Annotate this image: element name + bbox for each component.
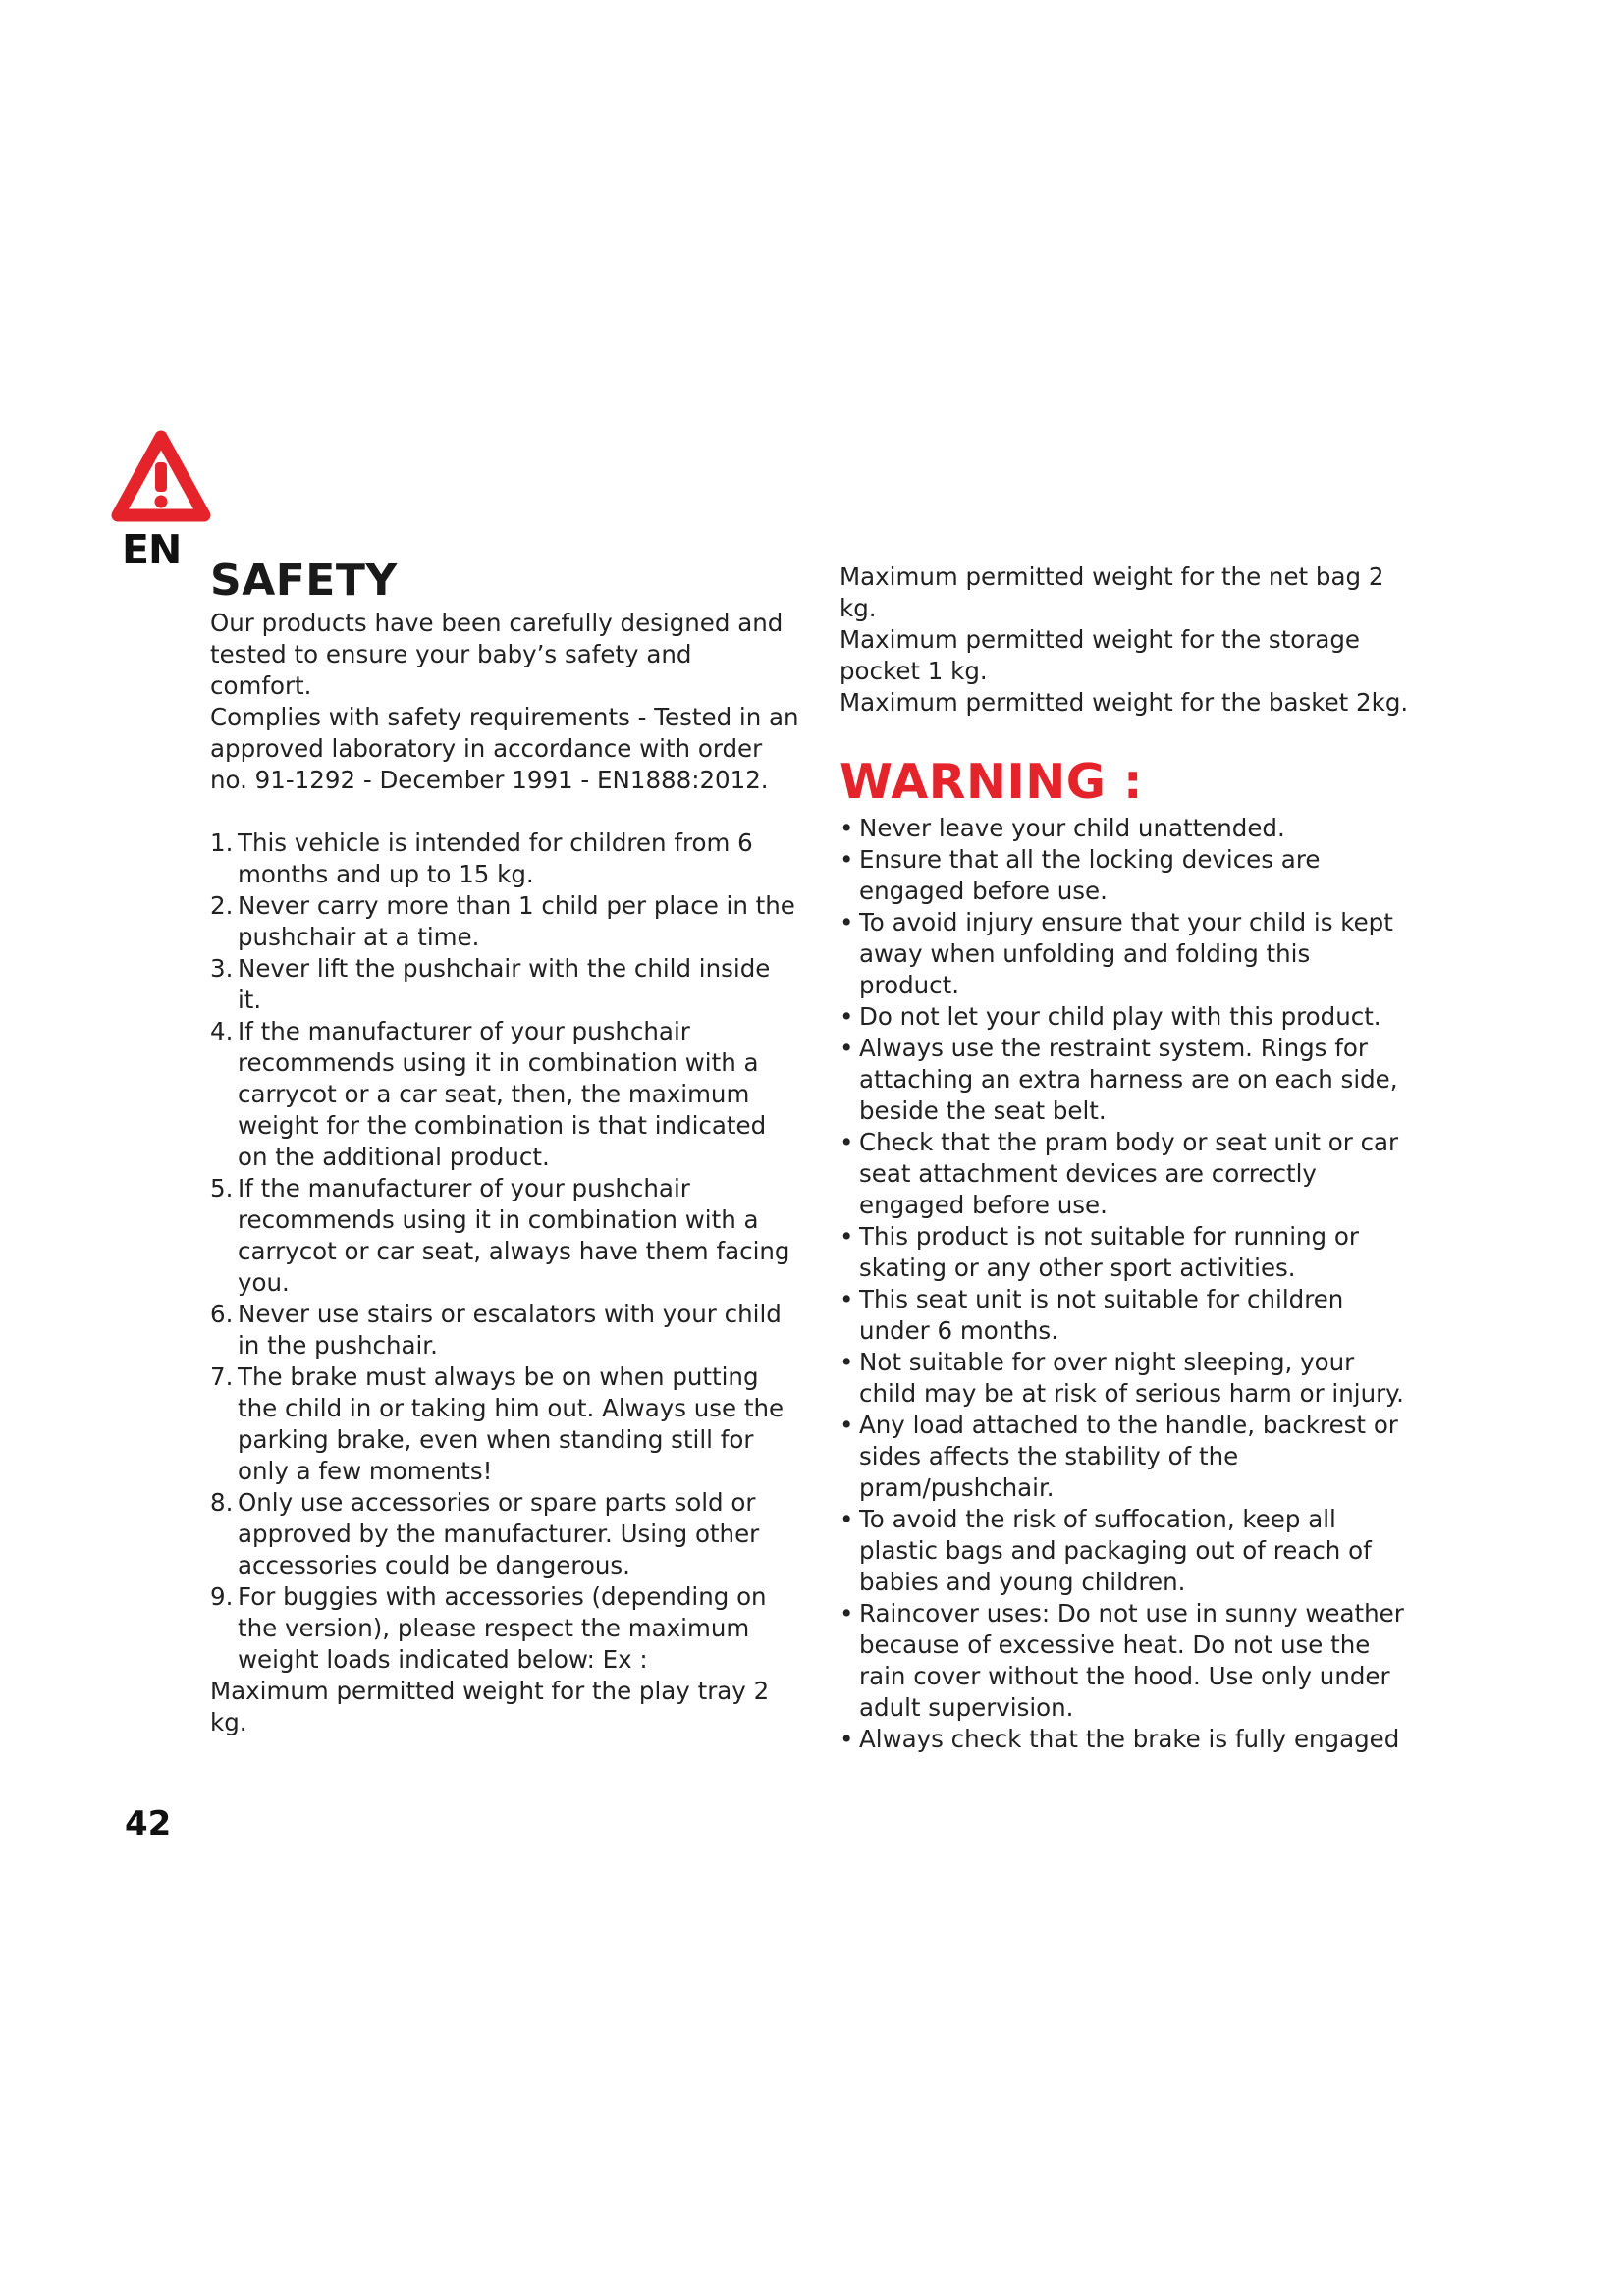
right-column — [839, 561, 1409, 1755]
intro-paragraph: Complies with safety requirements - Tested in an approved laboratory in accordance with order no. 91-1292 - December 1991 - EN1888:2012. — [210, 703, 799, 794]
list-item — [839, 1284, 1409, 1347]
item-text: Ensure that all the locking devices are engaged before use. — [859, 845, 1321, 905]
item-text: Always check that the brake is fully engaged — [859, 1725, 1400, 1753]
weight-line-net-bag: Maximum permitted weight for the net bag 2 kg. — [839, 562, 1384, 622]
warning-triangle-icon — [110, 429, 212, 527]
list-item — [210, 1173, 799, 1299]
list-item — [839, 1347, 1409, 1410]
item-text: Do not let your child play with this product. — [859, 1002, 1381, 1031]
bullet-icon: • — [839, 1128, 854, 1156]
list-item — [210, 1362, 799, 1487]
list-item — [210, 1487, 799, 1581]
left-column — [210, 557, 799, 1738]
list-item — [210, 1299, 799, 1362]
item-text: The brake must always be on when putting the child in or taking him out. Always use the parking brake, even when standing still for only a few moments! — [238, 1362, 785, 1485]
list-item — [839, 1033, 1409, 1127]
item-text: If the manufacturer of your pushchair recommends using it in combination with a carrycot or a car seat, then, the maximum weight for the combination is that indicated on the additional product. — [238, 1017, 767, 1171]
weight-line-play-tray: Maximum permitted weight for the play tray 2 kg. — [210, 1677, 770, 1736]
weight-line-basket: Maximum permitted weight for the basket 2kg. — [839, 688, 1409, 717]
item-text: Check that the pram body or seat unit or car seat attachment devices are correctly engaged before use. — [859, 1128, 1399, 1219]
bullet-icon: • — [839, 1505, 854, 1533]
list-item — [839, 813, 1409, 844]
item-number: 5. — [210, 1174, 234, 1202]
item-number: 9. — [210, 1582, 234, 1611]
bullet-icon: • — [839, 1222, 854, 1251]
page-number: 42 — [125, 1804, 172, 1843]
list-item — [839, 1724, 1409, 1755]
item-number: 6. — [210, 1300, 234, 1328]
item-text: This seat unit is not suitable for children under 6 months. — [859, 1285, 1344, 1345]
item-number: 2. — [210, 891, 234, 920]
list-item — [839, 1127, 1409, 1221]
warning-heading: WARNING : — [839, 754, 1144, 810]
list-item — [839, 1221, 1409, 1284]
item-text: Never lift the pushchair with the child inside it. — [238, 954, 771, 1014]
warning-list — [839, 813, 1409, 1755]
weight-line-storage-pocket: Maximum permitted weight for the storage pocket 1 kg. — [839, 625, 1361, 685]
item-text: This product is not suitable for running or skating or any other sport activities. — [859, 1222, 1359, 1282]
list-item — [839, 1504, 1409, 1598]
bullet-icon: • — [839, 814, 854, 842]
list-item — [210, 953, 799, 1016]
item-number: 3. — [210, 954, 234, 983]
list-item — [839, 1001, 1409, 1033]
bullet-icon: • — [839, 1725, 854, 1753]
item-text: Never use stairs or escalators with your child in the pushchair. — [238, 1300, 782, 1360]
language-code: EN — [122, 526, 182, 573]
item-text: Never carry more than 1 child per place in the pushchair at a time. — [238, 891, 795, 951]
item-text: To avoid the risk of suffocation, keep all plastic bags and packaging out of reach of babies and young children. — [859, 1505, 1372, 1596]
item-text: Any load attached to the handle, backrest or sides affects the stability of the pram/pushchair. — [859, 1411, 1398, 1502]
item-text: Raincover uses: Do not use in sunny weather because of excessive heat. Do not use the rain cover without the hood. Use only under adult supervision. — [859, 1599, 1404, 1722]
list-item — [839, 844, 1409, 907]
bullet-icon: • — [839, 845, 854, 874]
bullet-icon: • — [839, 1285, 854, 1313]
item-text: For buggies with accessories (depending on the version), please respect the maximum weight loads indicated below: Ex : — [238, 1582, 767, 1674]
list-item — [210, 1581, 799, 1676]
item-text: This vehicle is intended for children from 6 months and up to 15 kg. — [238, 828, 753, 888]
bullet-icon: • — [839, 1411, 854, 1439]
item-number: 1. — [210, 828, 234, 857]
list-item — [210, 1016, 799, 1173]
list-item — [210, 890, 799, 953]
item-text: Always use the restraint system. Rings for attaching an extra harness are on each side, beside the seat belt. — [859, 1034, 1398, 1125]
item-text: Not suitable for over night sleeping, your child may be at risk of serious harm or injury. — [859, 1348, 1404, 1408]
list-item — [210, 828, 799, 890]
item-number: 8. — [210, 1488, 234, 1517]
item-number: 7. — [210, 1362, 234, 1391]
safety-heading: SAFETY — [210, 556, 398, 606]
item-text: Only use accessories or spare parts sold or approved by the manufacturer. Using other accessories could be dangerous. — [238, 1488, 760, 1579]
item-text: If the manufacturer of your pushchair recommends using it in combination with a carrycot or car seat, always have them facing you. — [238, 1174, 790, 1297]
bullet-icon: • — [839, 1002, 854, 1031]
list-item — [839, 1598, 1409, 1724]
item-text: To avoid injury ensure that your child is kept away when unfolding and folding this product. — [859, 908, 1393, 999]
item-number: 4. — [210, 1017, 234, 1045]
intro-paragraph: Our products have been carefully designed and tested to ensure your baby’s safety and comfort. — [210, 609, 784, 700]
safety-rules-list — [210, 828, 799, 1676]
bullet-icon: • — [839, 1348, 854, 1376]
list-item — [839, 907, 1409, 1001]
bullet-icon: • — [839, 908, 854, 936]
item-text: Never leave your child unattended. — [859, 814, 1285, 842]
list-item — [839, 1410, 1409, 1504]
bullet-icon: • — [839, 1034, 854, 1062]
bullet-icon: • — [839, 1599, 854, 1628]
safety-intro — [210, 608, 799, 796]
